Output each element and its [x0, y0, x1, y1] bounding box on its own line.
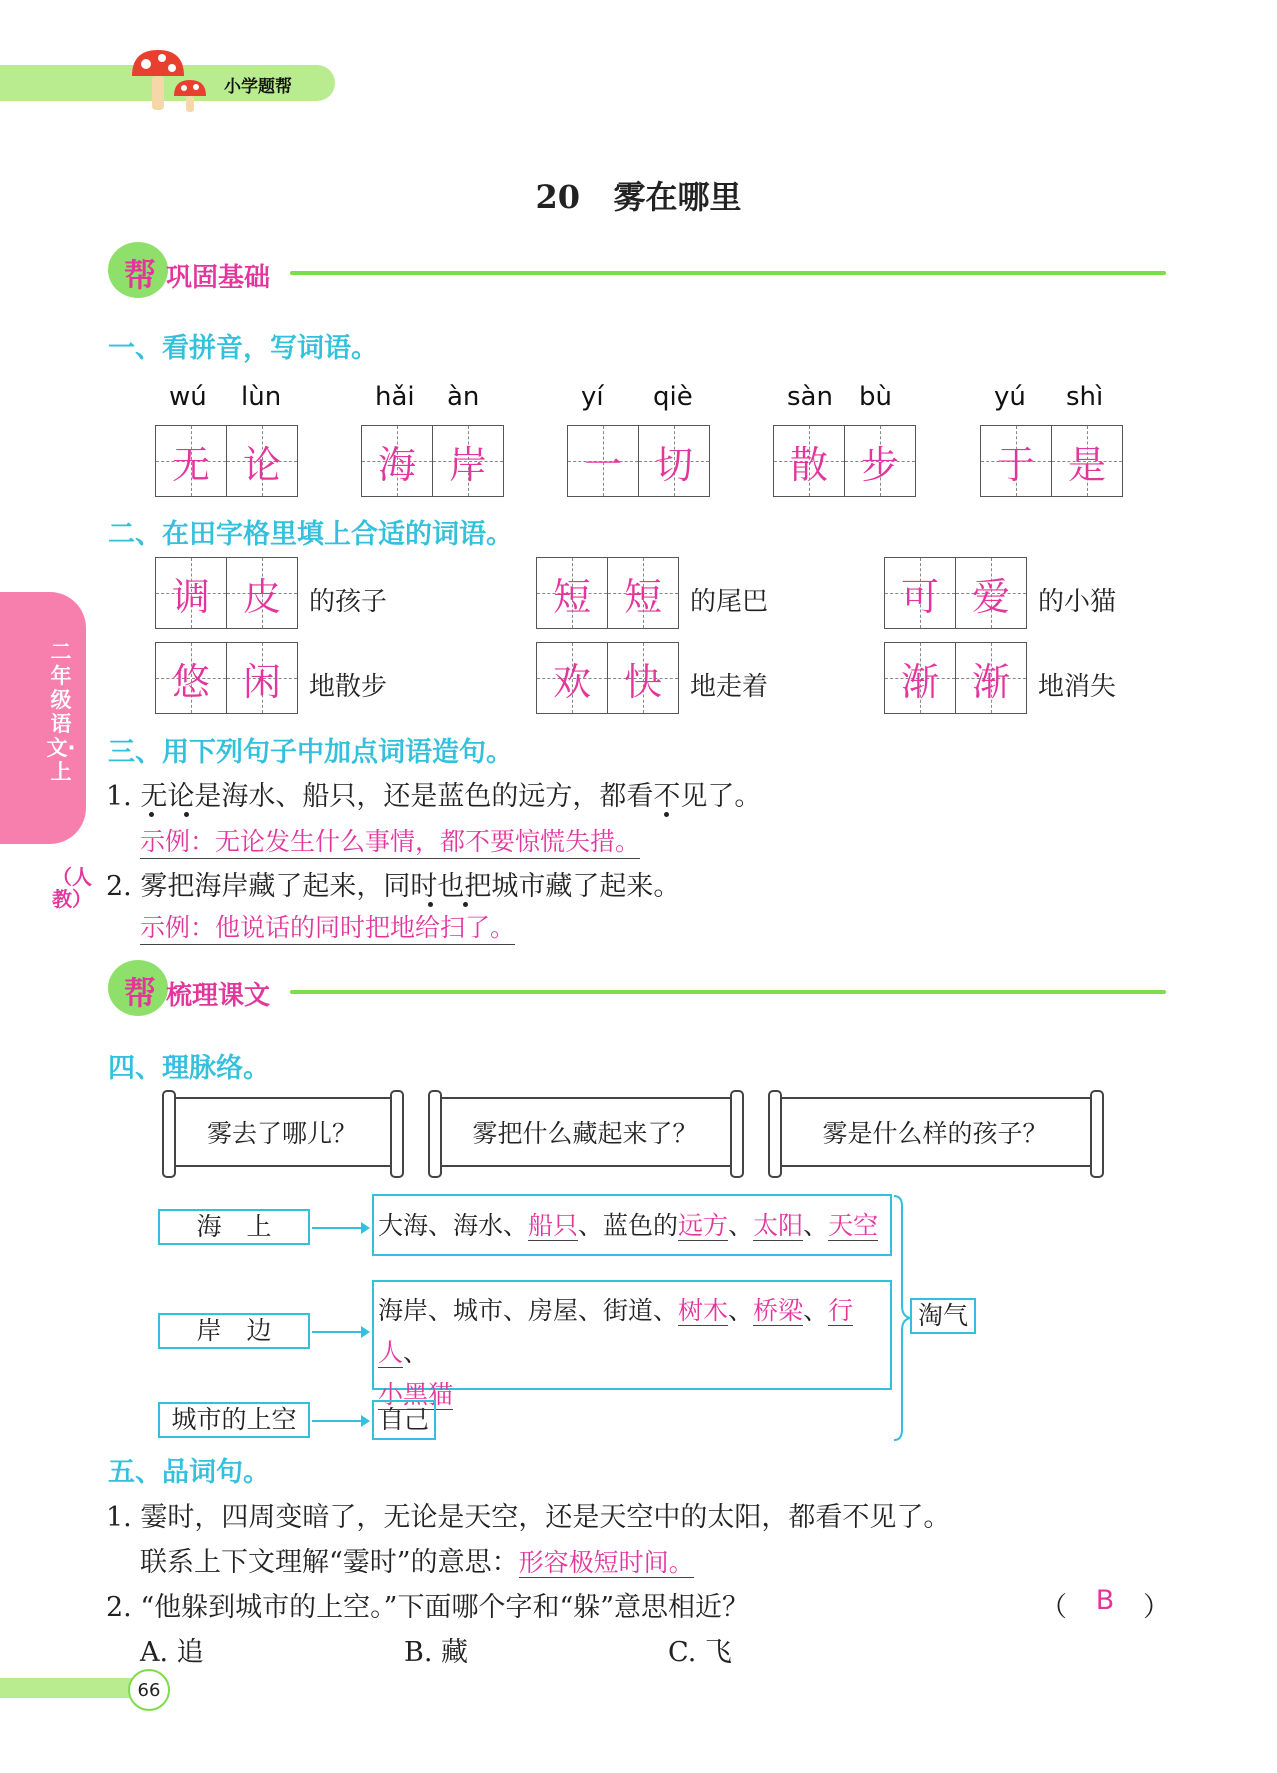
grid-cell[interactable]	[226, 558, 297, 628]
answer-word: 桥梁	[753, 1296, 804, 1325]
answer-char: 渐	[971, 659, 1010, 704]
emphasis-dot	[428, 902, 433, 907]
separator: 、	[728, 1296, 754, 1325]
answer-char: 论	[242, 442, 281, 487]
place-box	[158, 1313, 310, 1349]
answer-word: 远方	[678, 1211, 729, 1240]
arrow-icon	[312, 1331, 368, 1333]
grid-cell[interactable]	[568, 426, 638, 496]
hidden-items-box	[372, 1280, 892, 1409]
place-label: 岸 边	[196, 1316, 272, 1345]
pinyin-label: yí	[581, 382, 604, 412]
pinyin-label: qiè	[653, 382, 693, 412]
emphasis-dot	[463, 902, 468, 907]
result-box	[910, 1298, 976, 1334]
grid-cell[interactable]	[774, 426, 844, 496]
tianzige-grid	[536, 557, 679, 629]
grid-cell[interactable]	[955, 643, 1026, 713]
phrase-suffix: 的孩子	[309, 587, 388, 617]
answer-char: 渐	[900, 659, 939, 704]
answer-bracket	[1040, 1585, 1170, 1624]
emphasis-dot	[149, 812, 154, 817]
emphasis-dot	[184, 812, 189, 817]
answer-2: 示例：他说话的同时把地给扫了。	[140, 908, 515, 945]
grid-cell[interactable]	[1051, 426, 1122, 496]
place-box	[158, 1402, 310, 1438]
question-heading: 三、用下列句子中加点词语造句。	[108, 737, 513, 768]
static-text: 大海、海水、	[378, 1211, 529, 1240]
hidden-items-box	[372, 1400, 436, 1440]
tianzige-grid	[155, 425, 298, 497]
answer-char: 快	[623, 659, 662, 704]
choice-answer: B	[1095, 1585, 1115, 1616]
answer-char: 调	[171, 574, 210, 619]
side-edition-label: （人教）	[52, 865, 92, 911]
option-c: C. 飞	[668, 1637, 732, 1668]
lesson-number: 20	[535, 178, 581, 216]
answer-char: 岸	[448, 442, 487, 487]
answer-char: 短	[623, 574, 662, 619]
tianzige-grid	[155, 557, 298, 629]
answer-char: 是	[1067, 442, 1106, 487]
answer-word: 船只	[528, 1211, 579, 1240]
grid-cell[interactable]	[226, 643, 297, 713]
page-title	[0, 172, 1277, 218]
answer-char: 可	[900, 574, 939, 619]
arrow-icon	[312, 1420, 368, 1422]
grid-cell[interactable]	[156, 558, 226, 628]
result-word: 淘气	[917, 1301, 968, 1330]
static-text: 自己	[378, 1405, 429, 1434]
place-label: 城市的上空	[171, 1405, 297, 1434]
scroll-box	[780, 1097, 1090, 1167]
lesson-title: 雾在哪里	[613, 178, 742, 216]
answer-word: 天空	[828, 1211, 879, 1240]
brand-label: 小学题帮	[224, 77, 292, 97]
tianzige-grid	[773, 425, 916, 497]
pinyin-label: wú	[169, 382, 207, 412]
separator: 、	[403, 1338, 429, 1367]
section-char: 帮	[124, 974, 157, 1012]
static-text: 、蓝色的	[578, 1211, 679, 1240]
grid-cell[interactable]	[156, 643, 226, 713]
scroll-rod	[730, 1090, 744, 1178]
page-number: 66	[128, 1669, 170, 1711]
pinyin-label: àn	[447, 382, 480, 412]
answer-char: 步	[860, 442, 899, 487]
section-divider	[290, 271, 1166, 275]
scroll-label: 雾是什么样的孩子？	[822, 1119, 1048, 1148]
side-grade-label: 二年级语文·上	[46, 640, 76, 784]
prompt-text: 联系上下文理解“霎时”的意思：	[140, 1547, 519, 1578]
grid-cell[interactable]	[885, 643, 955, 713]
emphasis-dot	[664, 812, 669, 817]
answer-char: 于	[996, 442, 1035, 487]
scroll-box	[440, 1097, 730, 1167]
tianzige-grid	[361, 425, 504, 497]
tianzige-grid	[536, 642, 679, 714]
sentence-2: 2. “他躲到城市的上空。”下面哪个字和“躲”意思相近？	[106, 1592, 750, 1623]
phrase-suffix: 地消失	[1038, 672, 1117, 702]
separator: 、	[803, 1296, 829, 1325]
section-char: 帮	[124, 256, 157, 294]
answer-char: 短	[552, 574, 591, 619]
place-box	[158, 1209, 310, 1245]
grid-cell[interactable]	[362, 426, 432, 496]
phrase-suffix: 地走着	[690, 672, 769, 702]
mushroom-icon	[128, 46, 208, 114]
sentence-1: 1. 无论是海水、船只，还是蓝色的远方，都看不见了。	[106, 781, 762, 812]
answer-word: 树木	[678, 1296, 729, 1325]
phrase-suffix: 地散步	[309, 672, 388, 702]
answer-char: 闲	[242, 659, 281, 704]
question-heading: 五、品词句。	[108, 1457, 270, 1488]
answer-char: 无	[171, 442, 210, 487]
section-divider	[290, 990, 1166, 994]
footer-band	[0, 1678, 140, 1698]
answer-text: 形容极短时间。	[518, 1548, 694, 1577]
grid-cell[interactable]	[156, 426, 226, 496]
answer-word: 小黑猫	[378, 1380, 454, 1409]
answer-1: 示例：无论发生什么事情，都不要惊慌失措。	[140, 822, 640, 859]
scroll-rod	[390, 1090, 404, 1178]
tianzige-grid	[980, 425, 1123, 497]
grid-cell[interactable]	[607, 558, 678, 628]
grid-cell[interactable]	[885, 558, 955, 628]
grid-cell[interactable]	[638, 426, 709, 496]
answer-char: 一	[583, 442, 622, 487]
answer-char: 欢	[552, 659, 591, 704]
answer-char: 海	[377, 442, 416, 487]
place-label: 海 上	[196, 1212, 272, 1241]
phrase-suffix: 的小猫	[1038, 587, 1117, 617]
answer-word: 行人	[378, 1296, 854, 1367]
bracket-open: （	[1040, 1592, 1067, 1623]
bracket-close: ）	[1143, 1592, 1170, 1623]
answer-char: 悠	[171, 659, 210, 704]
pinyin-label: yú	[994, 382, 1026, 412]
scroll-label: 雾去了哪儿？	[206, 1119, 357, 1148]
section-title: 梳理课文	[166, 981, 271, 1011]
tianzige-grid	[884, 557, 1027, 629]
pinyin-label: sàn	[787, 382, 833, 412]
grid-cell[interactable]	[955, 558, 1026, 628]
grid-cell[interactable]	[607, 643, 678, 713]
option-b: B. 藏	[404, 1637, 469, 1668]
tianzige-grid	[884, 642, 1027, 714]
answer-char: 切	[654, 442, 693, 487]
prompt	[140, 1540, 694, 1579]
answer-word: 太阳	[753, 1211, 804, 1240]
scroll-rod	[1090, 1090, 1104, 1178]
tianzige-grid	[567, 425, 710, 497]
pinyin-label: bù	[859, 382, 892, 412]
phrase-suffix: 的尾巴	[690, 587, 769, 617]
scroll-label: 雾把什么藏起来了？	[472, 1119, 698, 1148]
pinyin-label: shì	[1066, 382, 1104, 412]
answer-char: 散	[789, 442, 828, 487]
grid-cell[interactable]	[537, 558, 607, 628]
question-heading: 二、在田字格里填上合适的词语。	[108, 519, 513, 550]
scroll-box	[174, 1097, 390, 1167]
question-heading: 四、理脉络。	[108, 1053, 270, 1084]
answer-char: 皮	[242, 574, 281, 619]
option-a: A. 追	[140, 1637, 204, 1668]
hidden-items-box	[372, 1194, 892, 1256]
bracket	[892, 1194, 912, 1444]
question-heading: 一、看拼音，写词语。	[108, 333, 378, 364]
sentence-2: 2. 雾把海岸藏了起来，同时也把城市藏了起来。	[106, 871, 681, 902]
section-title: 巩固基础	[166, 263, 271, 293]
pinyin-label: hǎi	[375, 382, 415, 412]
pinyin-label: lùn	[241, 382, 282, 412]
arrow-icon	[312, 1227, 368, 1229]
answer-char: 爱	[971, 574, 1010, 619]
sentence-1: 1. 霎时，四周变暗了，无论是天空，还是天空中的太阳，都看不见了。	[106, 1502, 951, 1533]
grid-cell[interactable]	[226, 426, 297, 496]
tianzige-grid	[155, 642, 298, 714]
separator: 、	[728, 1211, 754, 1240]
grid-cell[interactable]	[844, 426, 915, 496]
grid-cell[interactable]	[981, 426, 1051, 496]
grid-cell[interactable]	[432, 426, 503, 496]
separator: 、	[803, 1211, 829, 1240]
static-text: 海岸、城市、房屋、街道、	[378, 1296, 679, 1325]
grid-cell[interactable]	[537, 643, 607, 713]
